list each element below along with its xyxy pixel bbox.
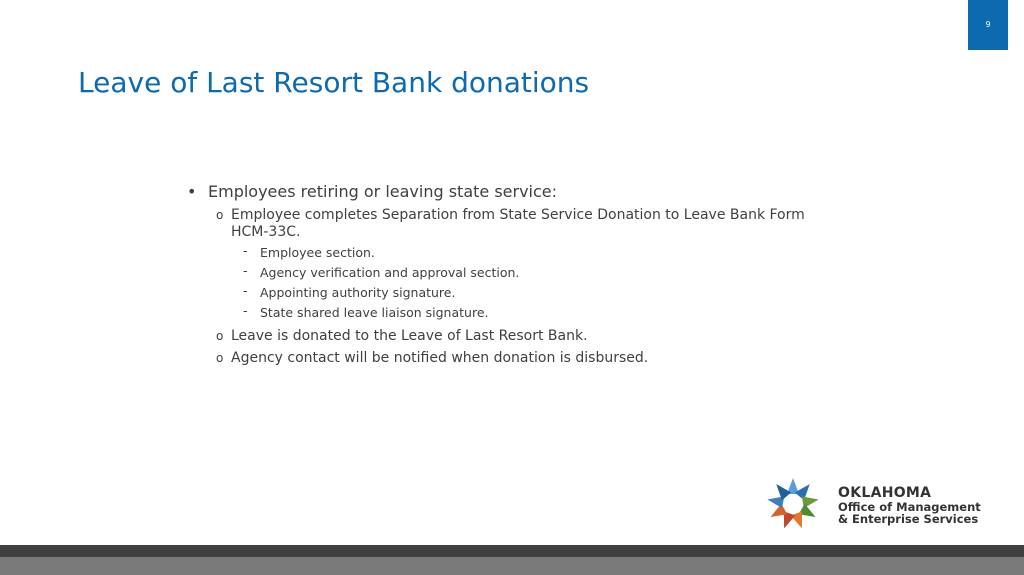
slide-content [187,180,827,369]
bullet-level2 [187,347,827,369]
sub-bullet-circle: o [216,208,224,222]
logo-text [838,485,981,525]
sub-bullet-circle: o [216,329,224,343]
omes-logo [757,476,1007,532]
footer-bar-dark [0,545,1024,557]
bullet-text: Appointing authority signature. [260,285,456,300]
page-number-badge [968,0,1008,50]
bullet-text: Leave is donated to the Leave of Last Resort Bank. [231,328,588,344]
bullet-text: State shared leave liaison signature. [260,305,489,320]
bullet-text: Employees retiring or leaving state service: [208,182,558,201]
bullet-level2 [187,207,827,241]
oklahoma-star-icon [757,476,829,532]
bullet-text: Agency contact will be notified when donation is disbursed. [231,350,649,366]
footer-bar-gray [0,557,1024,575]
bullet-level3 [187,243,827,263]
bullet-text: Employee completes Separation from State Service Donation to Leave Bank Form HCM-33C. [231,207,805,240]
dash-bullet: - [243,303,248,318]
slide-title: Leave of Last Resort Bank donations [78,66,590,99]
bullet-level2 [187,325,827,347]
dash-bullet: - [243,243,248,258]
dash-bullet: - [243,283,248,298]
bullet-level3 [187,263,827,283]
dash-bullet: - [243,263,248,278]
logo-line-enterprise: & Enterprise Services [838,512,979,526]
bullet-level3 [187,283,827,303]
bullet-level1 [187,180,827,204]
logo-line-oklahoma: OKLAHOMA [838,485,932,501]
sub-bullet-circle: o [216,351,224,365]
bullet-text: Agency verification and approval section. [260,265,520,280]
page-number: 9 [985,20,991,29]
logo-line-office: Office of Management [838,500,981,514]
bullet-level3 [187,303,827,323]
bullet-dot: • [187,182,197,201]
bullet-text: Employee section. [260,245,375,260]
